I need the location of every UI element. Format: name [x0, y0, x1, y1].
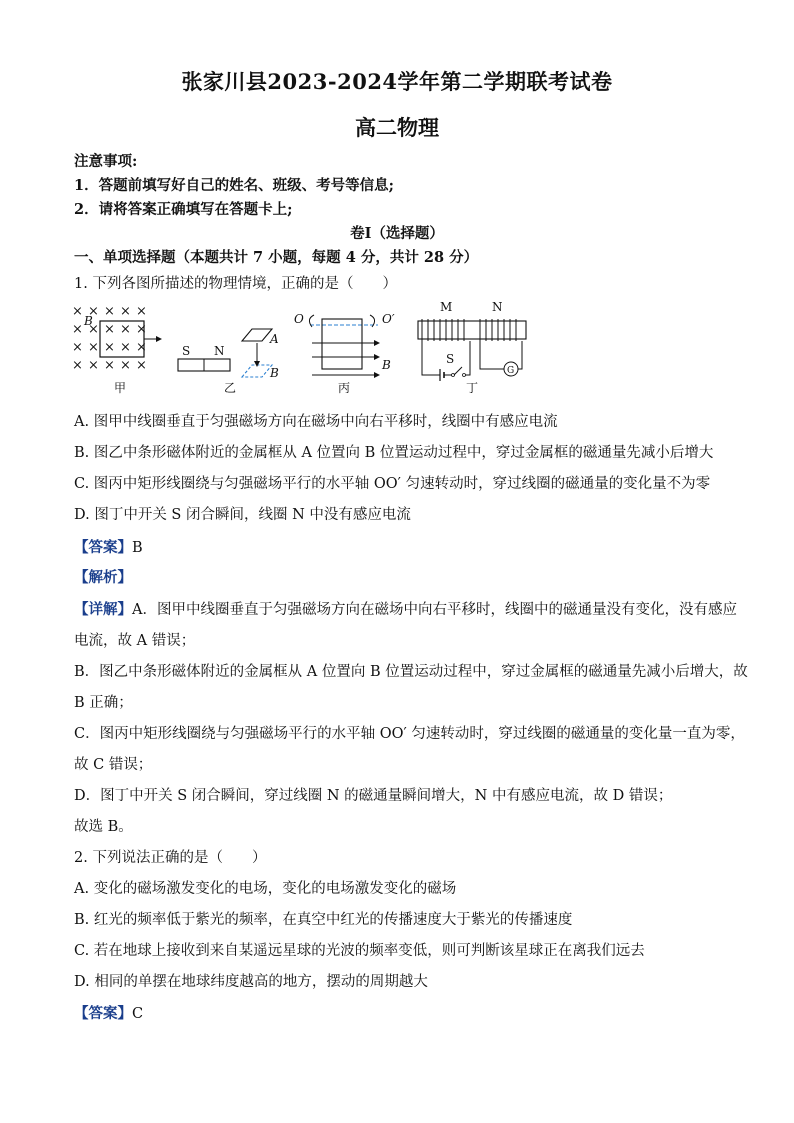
q2-option-a: A. 变化的磁场激发变化的电场，变化的电场激发变化的磁场 — [74, 881, 457, 897]
q1-explanation-1: 【详解】A．图甲中线圈垂直于匀强磁场方向在磁场中向右平移时，线圈中的磁通量没有变化，没有感应 — [74, 601, 737, 618]
exam-subject: 高二物理 — [355, 115, 439, 140]
svg-text:×: × — [104, 340, 115, 355]
section-heading: 一、单项选择题（本题共计 7 小题，每题 4 分，共计 28 分） — [74, 249, 479, 266]
q1-analysis — [74, 566, 132, 587]
label-B-jia: B — [84, 314, 93, 328]
exam-title: 张家川县2023-2024学年第二学期联考试卷 — [181, 69, 613, 94]
figure-yi — [178, 329, 279, 395]
label-ding: 丁 — [466, 381, 479, 395]
svg-text:×: × — [72, 322, 83, 337]
svg-text:×: × — [120, 304, 131, 319]
label-N-coil: N — [492, 300, 503, 314]
svg-text:×: × — [104, 322, 115, 337]
detail-tag: 【详解】 — [74, 601, 132, 618]
svg-text:×: × — [136, 322, 147, 337]
q2-option-b: B. 红光的频率低于紫光的频率，在真空中红光的传播速度大于紫光的传播速度 — [74, 912, 573, 928]
q1-explanation-4: B 正确； — [74, 695, 133, 711]
q2-answer — [74, 1002, 143, 1023]
svg-text:×: × — [120, 322, 131, 337]
volume-heading: 卷Ⅰ（选择题） — [350, 225, 444, 242]
label-N-magnet: N — [214, 344, 225, 358]
answer-tag-2: 【答案】 — [74, 1005, 132, 1022]
svg-text:×: × — [88, 304, 99, 319]
svg-text:×: × — [136, 358, 147, 373]
q1-option-c: C. 图丙中矩形线圈绕与匀强磁场平行的水平轴 OO′ 匀速转动时，穿过线圈的磁通量的变化量不为零 — [74, 476, 711, 492]
svg-text:×: × — [136, 340, 147, 355]
figure-jia — [72, 304, 162, 395]
q1-explanation-5: C．图丙中矩形线圈绕与匀强磁场平行的水平轴 OO′ 匀速转动时，穿过线圈的磁通量的变化量一直为零， — [74, 726, 745, 742]
q1-option-a: A. 图甲中线圈垂直于匀强磁场方向在磁场中向右平移时，线圈中有感应电流 — [74, 414, 558, 430]
q1-answer-value: B — [132, 540, 143, 556]
label-bing: 丙 — [338, 381, 351, 395]
q2-stem: 2. 下列说法正确的是（ ） — [74, 850, 267, 866]
svg-text:×: × — [104, 358, 115, 373]
label-G: G — [507, 366, 515, 376]
label-O: O — [294, 312, 304, 326]
q2-option-d: D. 相同的单摆在地球纬度越高的地方，摆动的周期越大 — [74, 974, 428, 990]
svg-text:×: × — [120, 340, 131, 355]
label-yi: 乙 — [224, 381, 237, 395]
label-S-switch: S — [446, 352, 455, 366]
label-S-magnet: S — [182, 344, 191, 358]
q1-explanation-7: D．图丁中开关 S 闭合瞬间，穿过线圈 N 的磁通量瞬间增大，N 中有感应电流，故 D 错误； — [74, 788, 673, 804]
label-A: A — [270, 332, 279, 346]
svg-text:×: × — [88, 358, 99, 373]
analysis-tag: 【解析】 — [74, 569, 132, 586]
notes-heading: 注意事项: — [74, 153, 138, 170]
q1-explanation-8: 故选 B。 — [74, 819, 133, 835]
label-jia: 甲 — [114, 381, 127, 395]
answer-tag: 【答案】 — [74, 539, 132, 556]
q1-explanation-2: 电流，故 A 错误； — [74, 633, 196, 649]
figure-ding — [418, 300, 526, 395]
svg-text:×: × — [136, 304, 147, 319]
svg-text:×: × — [72, 304, 83, 319]
note-item-1: 1．答题前填写好自己的姓名、班级、考号等信息; — [74, 177, 394, 194]
q1-explanation-3: B．图乙中条形磁体附近的金属框从 A 位置向 B 位置运动过程中，穿过金属框的磁通量先减小后增大，故 — [74, 664, 748, 680]
q1-option-d: D. 图丁中开关 S 闭合瞬间，线圈 N 中没有感应电流 — [74, 507, 411, 523]
q1-answer — [74, 536, 143, 557]
svg-text:×: × — [88, 322, 99, 337]
svg-text:×: × — [88, 340, 99, 355]
svg-text:×: × — [104, 304, 115, 319]
q1-stem: 1. 下列各图所描述的物理情境，正确的是（ ） — [74, 276, 397, 292]
figure-bing — [294, 312, 395, 395]
q2-option-c: C. 若在地球上接收到来自某遥远星球的光波的频率变低，则可判断该星球正在离我们远去 — [74, 943, 645, 959]
label-B-bing: B — [382, 358, 391, 372]
q1-figure — [66, 297, 546, 401]
svg-text:×: × — [72, 340, 83, 355]
svg-text:×: × — [120, 358, 131, 373]
svg-text:×: × — [72, 358, 83, 373]
q2-answer-value: C — [132, 1006, 144, 1022]
label-O-prime: O′ — [382, 312, 395, 326]
q1-option-b: B. 图乙中条形磁体附近的金属框从 A 位置向 B 位置运动过程中，穿过金属框的磁通量先减小后增大 — [74, 445, 714, 461]
q1-explanation-6: 故 C 错误； — [74, 757, 153, 773]
label-B-yi: B — [270, 366, 279, 380]
label-M: M — [440, 300, 453, 314]
note-item-2: 2．请将答案正确填写在答题卡上; — [74, 201, 293, 218]
